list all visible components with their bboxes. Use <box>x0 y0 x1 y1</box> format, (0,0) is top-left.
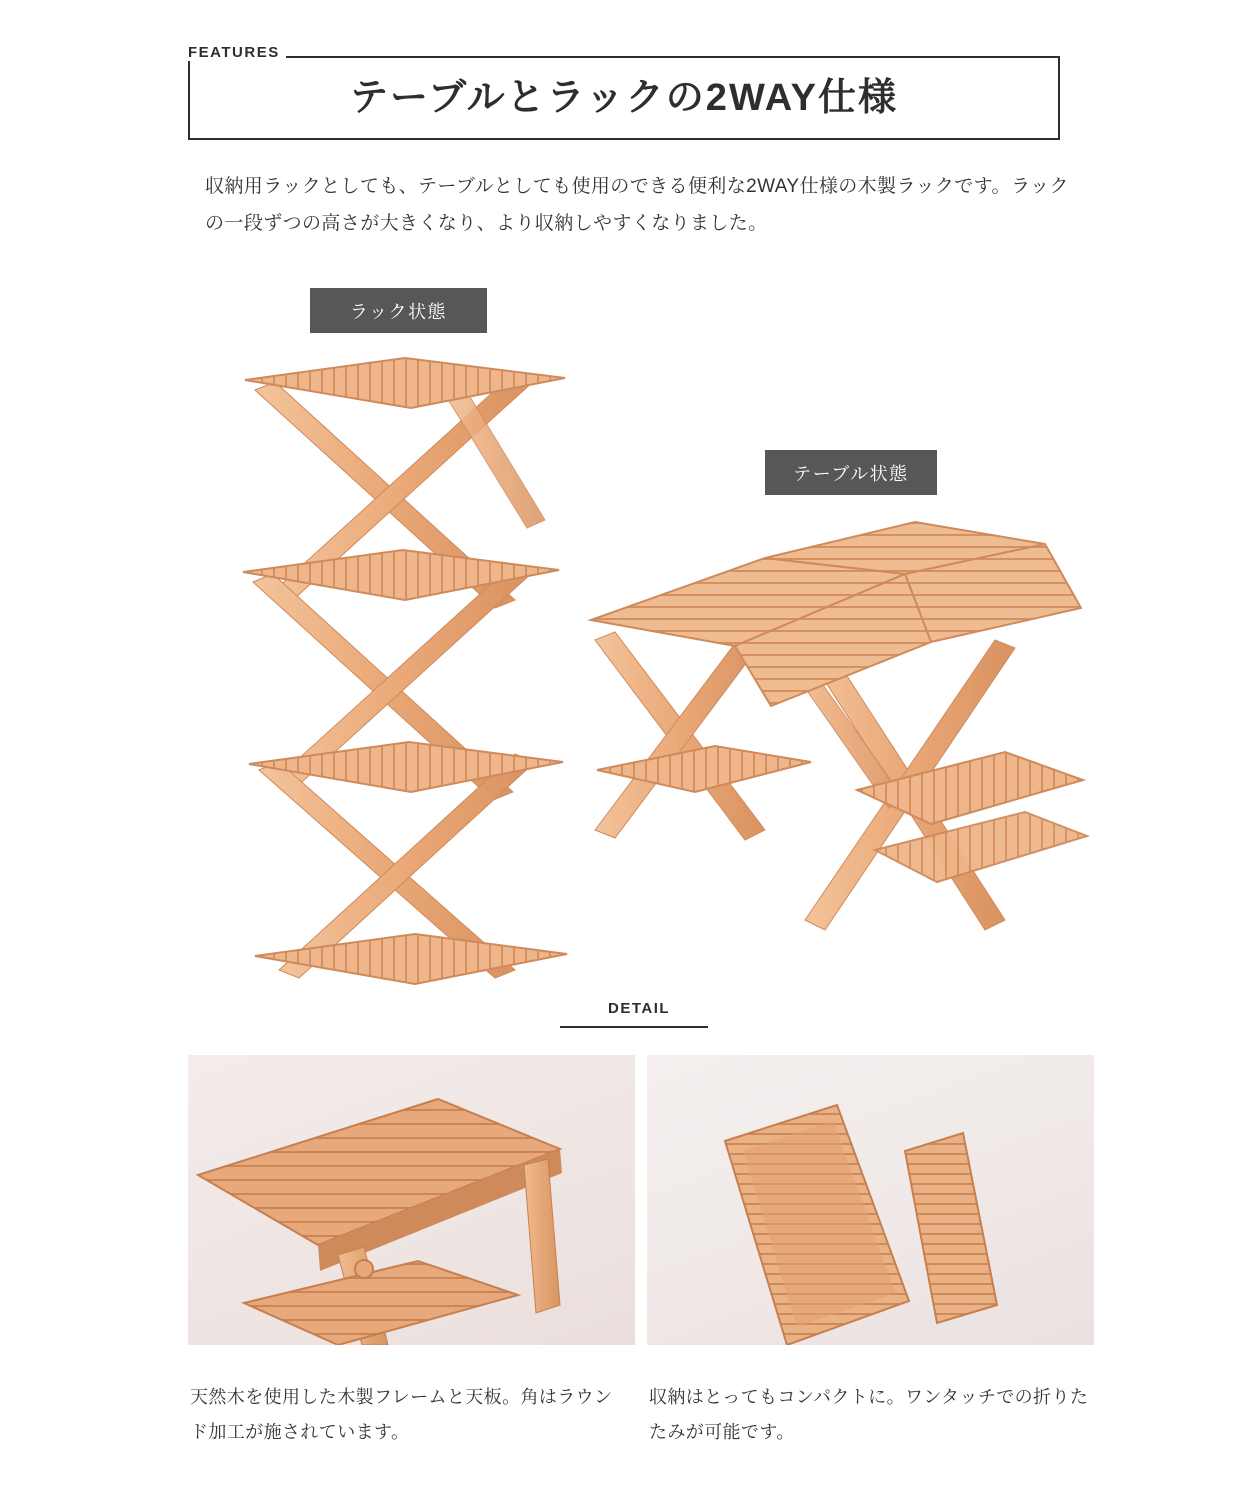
badge-rack-state: ラック状態 <box>310 288 487 333</box>
badge-table-state: テーブル状態 <box>765 450 937 495</box>
detail-right-caption: 収納はとってもコンパクトに。ワンタッチでの折りたたみが可能です。 <box>649 1387 1089 1443</box>
detail-photo-right <box>647 1055 1094 1345</box>
detail-left-illustration <box>188 1055 635 1345</box>
features-eyebrow-label: FEATURES <box>188 44 286 61</box>
detail-rule <box>560 1026 708 1028</box>
lead-paragraph: 収納用ラックとしても、テーブルとしても使用のできる便利な2WAY仕様の木製ラックです。ラックの一段ずつの高さが大きくなり、より収納しやすくなりました。 <box>205 176 1069 235</box>
detail-left-caption: 天然木を使用した木製フレームと天板。角はラウンド加工が施されています。 <box>190 1387 613 1443</box>
detail-photo-left <box>188 1055 635 1345</box>
rack-illustration <box>215 350 585 1010</box>
rack-state-photo <box>215 350 585 1010</box>
page-title: テーブルとラックの2WAY仕様 <box>349 77 899 119</box>
table-state-photo <box>575 500 1095 1010</box>
detail-label: DETAIL <box>600 1000 678 1017</box>
detail-right-illustration <box>647 1055 1094 1345</box>
table-illustration <box>575 500 1095 1010</box>
